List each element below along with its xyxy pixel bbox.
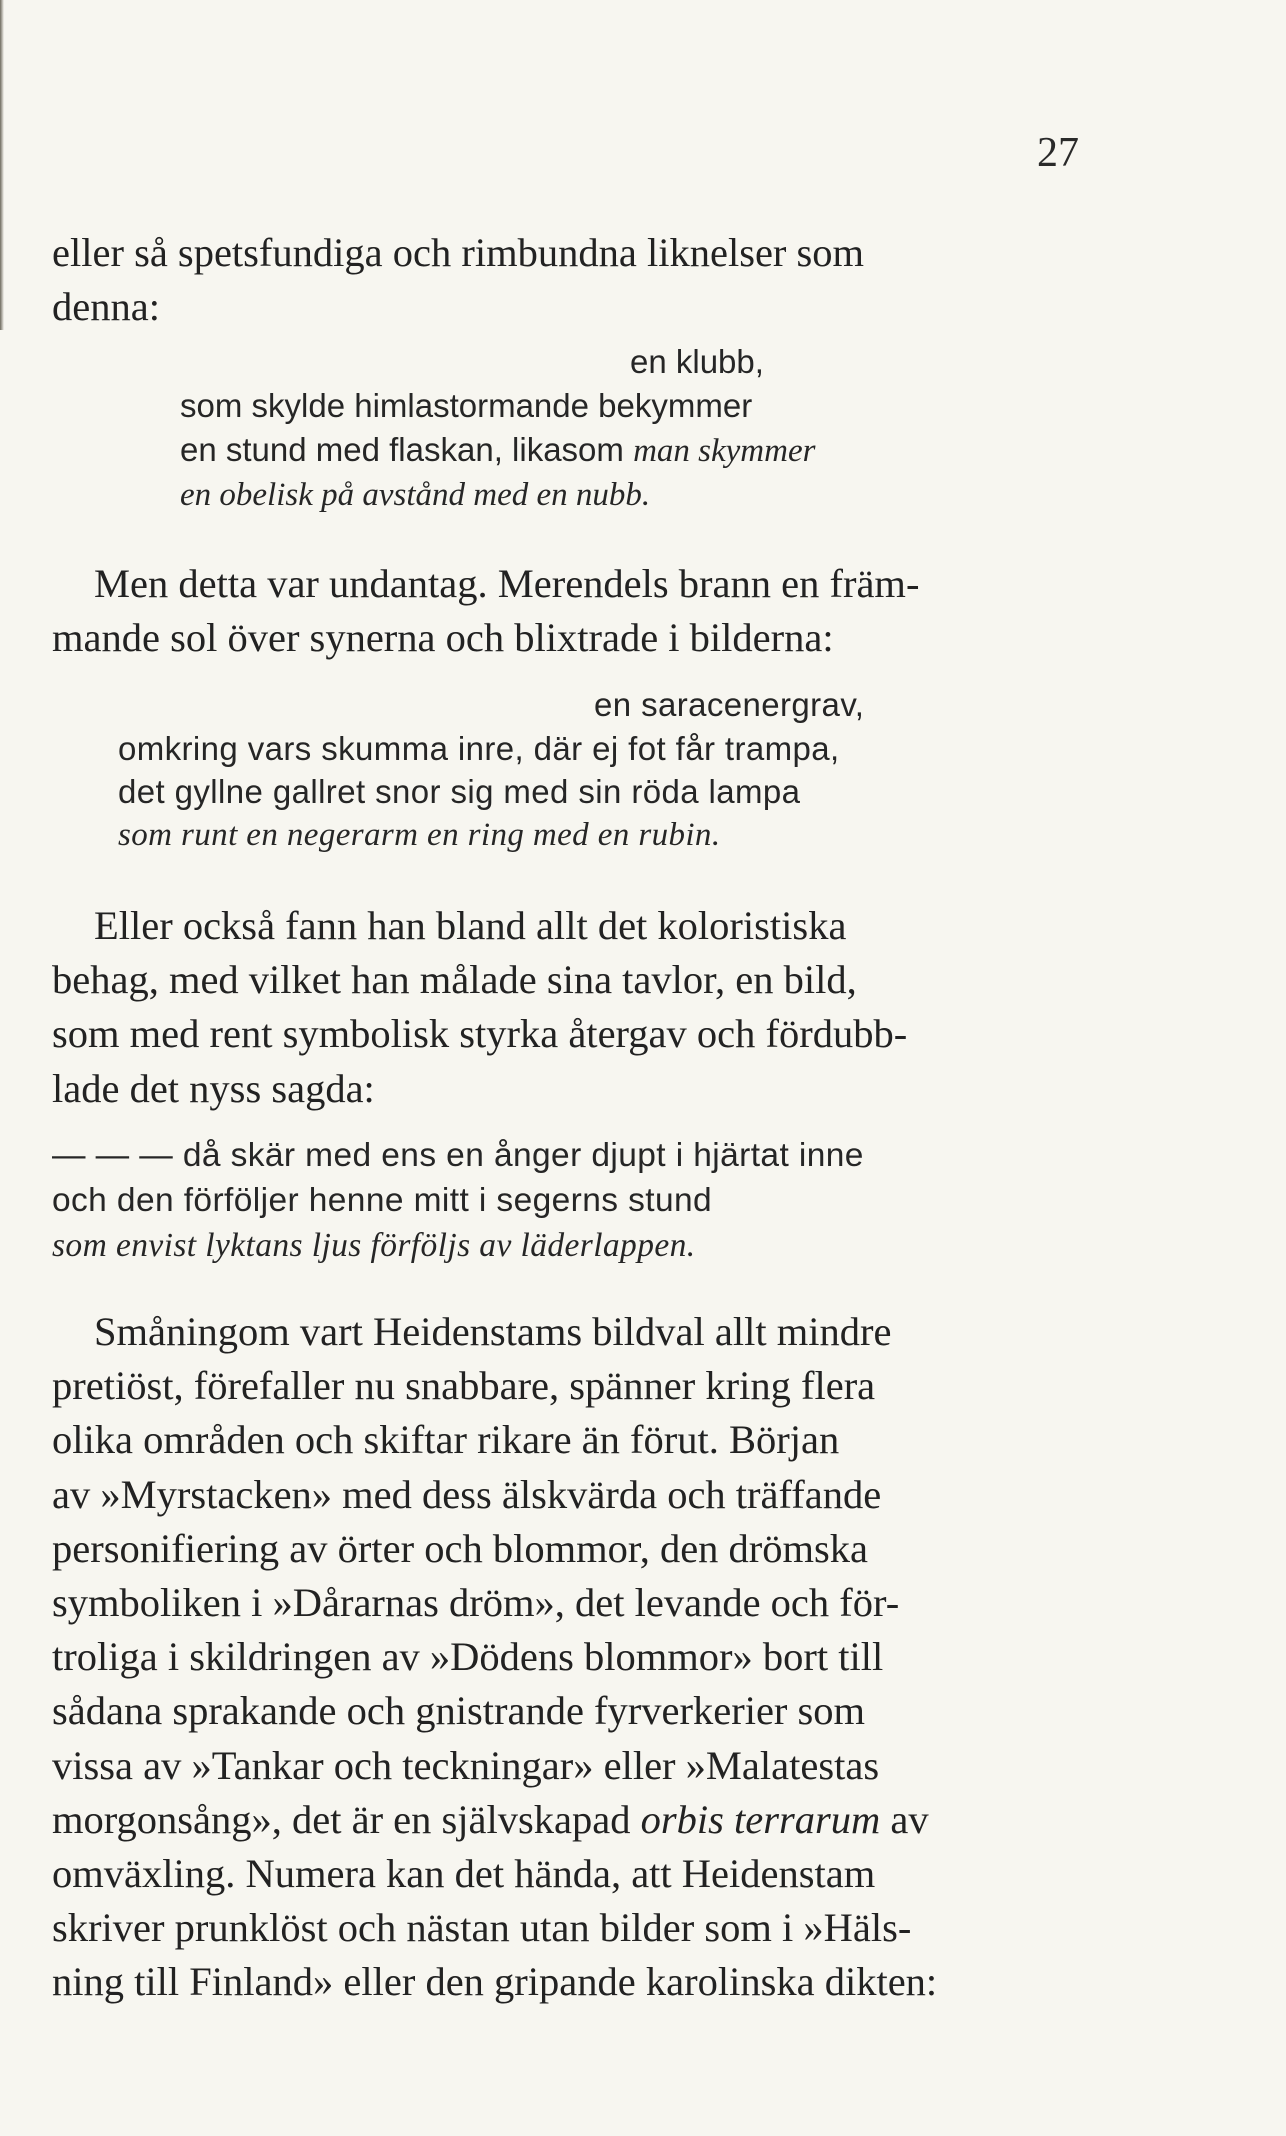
- verse-line-italic: en obelisk på avstånd med en nubb.: [180, 477, 651, 513]
- verse-line: som skylde himlastormande bekymmer: [180, 387, 753, 424]
- text-line: ning till Finland» eller den gripande karolinska dikten:: [52, 1959, 938, 2005]
- text-line: [52, 1797, 929, 1842]
- page-number: 27: [1037, 130, 1079, 176]
- text-line: vissa av »Tankar och teckningar» eller »Malatestas: [52, 1742, 880, 1788]
- text-line: skriver prunklöst och nästan utan bilder som i »Häls-: [52, 1905, 912, 1951]
- text-line: personifiering av örter och blommor, den drömska: [52, 1525, 869, 1571]
- text-line: Eller också fann han bland allt det koloristiska: [94, 903, 847, 948]
- paragraph-exception: [52, 557, 1128, 665]
- text-line: denna:: [52, 284, 160, 330]
- verse-line: en klubb,: [630, 343, 764, 380]
- verse-line-italic: som envist lyktans ljus förföljs av läderlappen.: [52, 1227, 696, 1264]
- paragraph-coloristic: [52, 899, 1128, 1116]
- text-line: pretiöst, förefaller nu snabbare, spänner kring flera: [52, 1363, 876, 1409]
- paragraph-imagery: [52, 1305, 1128, 2010]
- latin-phrase: orbis terrarum: [640, 1796, 881, 1842]
- text-line: omväxling. Numera kan det hända, att Heidenstam: [52, 1851, 876, 1897]
- verse-line: omkring vars skumma inre, där ej fot får trampa,: [118, 729, 840, 767]
- paragraph-intro: [52, 226, 1128, 334]
- text-line: troliga i skildringen av »Dödens blommor» bort till: [52, 1634, 884, 1680]
- text-line: som med rent symbolisk styrka återgav och fördubb-: [52, 1011, 908, 1057]
- text-line: behag, med vilket han målade sina tavlor, en bild,: [52, 957, 857, 1003]
- text-line: symboliken i »Dårarnas dröm», det levande och för-: [52, 1580, 900, 1626]
- text-line: Småningom vart Heidenstams bildval allt mindre: [94, 1309, 892, 1354]
- verse-line: och den förföljer henne mitt i segerns stund: [52, 1182, 713, 1219]
- verse-line: [180, 428, 815, 473]
- verse-line: en saracenergrav,: [594, 686, 865, 723]
- page-edge-shadow: [0, 0, 4, 330]
- verse-quote-1: [180, 340, 815, 517]
- verse-line: — — — då skär med ens en ånger djupt i hjärtat inne: [52, 1137, 864, 1174]
- verse-quote-3: [52, 1133, 864, 1268]
- verse-quote-2: [118, 683, 864, 857]
- verse-line-part: en stund med flaskan, likasom: [180, 431, 624, 468]
- text-line: eller så spetsfundiga och rimbundna liknelser som: [52, 230, 865, 275]
- text-line: mande sol över synerna och blixtrade i bilderna:: [52, 615, 834, 661]
- text-line: lade det nyss sagda:: [52, 1065, 375, 1111]
- verse-line: det gyllne gallret snor sig med sin röda lampa: [118, 773, 801, 810]
- text-line: av »Myrstacken» med dess älskvärda och träffande: [52, 1471, 882, 1517]
- text-line-part: morgonsång», det är en självskapad: [52, 1796, 631, 1842]
- verse-line-italic: som runt en negerarm en ring med en rubin.: [118, 816, 721, 853]
- text-line: Men detta var undantag. Merendels brann en främ-: [94, 561, 920, 606]
- text-line: sådana sprakande och gnistrande fyrverkerier som: [52, 1688, 866, 1734]
- text-line: olika områden och skiftar rikare än förut. Början: [52, 1417, 840, 1463]
- verse-line-italic-part: man skymmer: [633, 433, 816, 469]
- text-line-part: av: [890, 1796, 929, 1842]
